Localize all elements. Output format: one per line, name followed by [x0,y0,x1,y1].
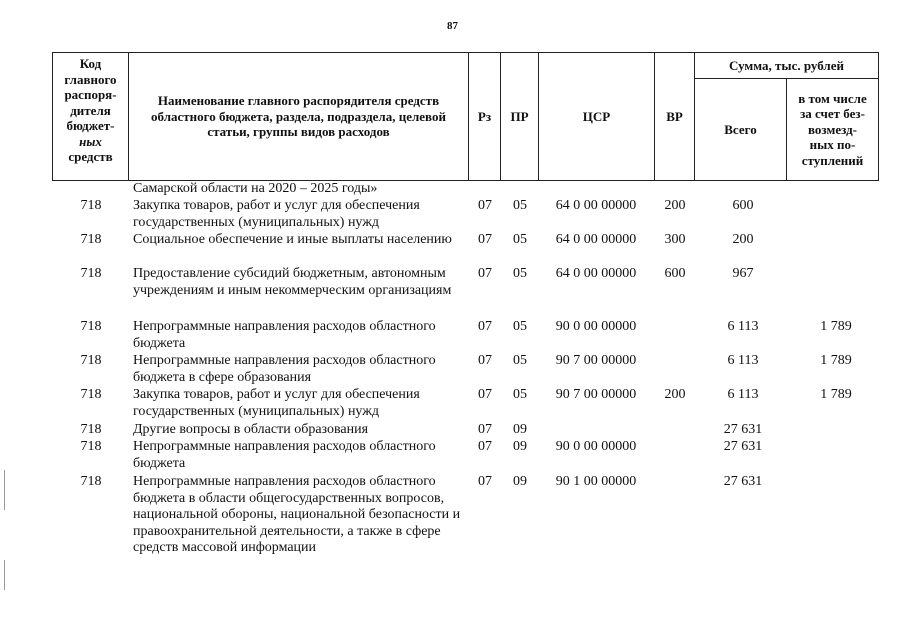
cell-vr: 200 [664,198,686,213]
cell-free: 1 789 [820,387,852,402]
header-vr: ВР [655,53,695,181]
cell-pr: 05 [513,353,527,368]
cell-csr: 64 0 00 00000 [555,198,637,213]
header-csr: ЦСР [539,53,655,181]
cell-rz: 07 [478,266,492,281]
header-name: Наименование главного распорядителя средств областного бюджета, раздела, подраздела, целевой статьи, группы видов расходов [129,53,469,181]
scan-edge-mark [4,560,5,590]
cell-pr: 05 [513,387,527,402]
cell-total: 200 [732,232,754,247]
cell-name: Другие вопросы в области образования [133,422,369,437]
cell-pr: 09 [513,474,527,489]
cell-name: Непрограммные направления расходов областного бюджета [133,439,436,471]
cell-rz: 07 [478,474,492,489]
cell-free: 1 789 [820,353,852,368]
cell-code: 718 [80,387,102,402]
cell-name: Непрограммные направления расходов областного бюджета в сфере образования [133,353,436,385]
cell-name: Непрограммные направления расходов областного бюджета в области общегосударственных вопросов, национальной обороны, национальной безопасности и правоохранительной деятельности, а также в сфере средств массовой информации [133,474,461,555]
cell-rz: 07 [478,319,492,334]
cell-pr: 09 [513,439,527,454]
cell-name: Непрограммные направления расходов областного бюджета [133,319,436,351]
cell-pr: 05 [513,319,527,334]
cell-code: 718 [80,198,102,213]
cell-code: 718 [80,422,102,437]
cell-total: 6 113 [727,387,759,402]
cell-rz: 07 [478,422,492,437]
cell-rz: 07 [478,353,492,368]
cell-csr: 64 0 00 00000 [555,266,637,281]
cell-csr: 90 0 00 00000 [555,439,637,454]
cell-pr: 05 [513,232,527,247]
cell-rz: 07 [478,387,492,402]
scan-edge-mark [4,470,5,510]
cell-code: 718 [80,319,102,334]
continuation-text: Самарской области на 2020 – 2025 годы» [133,181,378,196]
cell-pr: 09 [513,422,527,437]
table-header [52,52,879,181]
cell-name: Предоставление субсидий бюджетным, автономным учреждениям и иным некоммерческим организациям [133,266,452,298]
cell-code: 718 [80,353,102,368]
page-number: 87 [447,20,458,32]
cell-csr: 64 0 00 00000 [555,232,637,247]
cell-rz: 07 [478,232,492,247]
header-rz: Рз [469,53,501,181]
cell-total: 27 631 [723,474,763,489]
cell-code: 718 [80,474,102,489]
cell-rz: 07 [478,198,492,213]
cell-code: 718 [80,439,102,454]
cell-name: Закупка товаров, работ и услуг для обеспечения государственных (муниципальных) нужд [133,387,420,419]
cell-code: 718 [80,232,102,247]
cell-csr: 90 0 00 00000 [555,319,637,334]
header-pr: ПР [501,53,539,181]
header-total: Всего [695,79,787,181]
cell-rz: 07 [478,439,492,454]
cell-vr: 200 [664,387,686,402]
header-sum: Сумма, тыс. рублей [695,53,879,79]
cell-csr: 90 7 00 00000 [555,387,637,402]
cell-csr: 90 1 00 00000 [555,474,637,489]
header-code: Код главного распоря- дителя бюджет- ных средств [53,53,129,181]
cell-total: 600 [732,198,754,213]
cell-name: Закупка товаров, работ и услуг для обеспечения государственных (муниципальных) нужд [133,198,420,230]
cell-total: 27 631 [723,439,763,454]
cell-pr: 05 [513,198,527,213]
cell-vr: 300 [664,232,686,247]
cell-vr: 600 [664,266,686,281]
cell-total: 27 631 [723,422,763,437]
cell-code: 718 [80,266,102,281]
cell-total: 967 [732,266,754,281]
cell-name: Социальное обеспечение и иные выплаты населению [133,232,452,247]
cell-csr: 90 7 00 00000 [555,353,637,368]
cell-total: 6 113 [727,319,759,334]
cell-total: 6 113 [727,353,759,368]
cell-free: 1 789 [820,319,852,334]
cell-pr: 05 [513,266,527,281]
header-free-receipts: в том числе за счет без- возмезд- ных по- ступлений [787,79,879,181]
